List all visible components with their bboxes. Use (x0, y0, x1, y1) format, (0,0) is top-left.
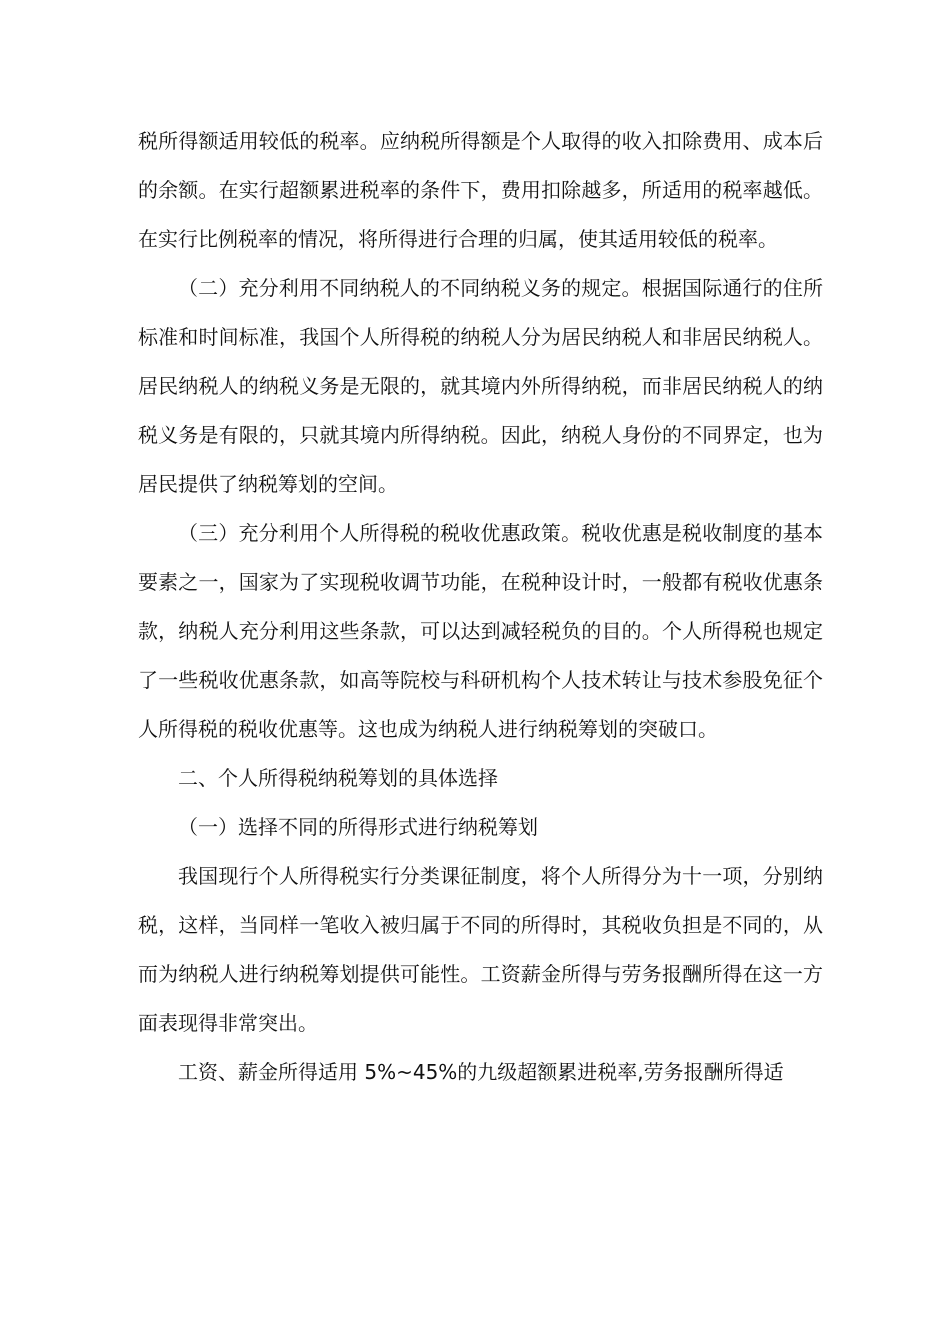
paragraph-classified-levy: 我国现行个人所得税实行分类课征制度，将个人所得分为十一项，分别纳税，这样，当同样一笔收入被归属于不同的所得时，其税收负担是不同的，从而为纳税人进行纳税筹划提供可能性。工资薪金所得与劳务报酬所得在这一方面表现得非常突出。 (138, 864, 823, 1035)
paragraph-tax-rate-continuation: 税所得额适用较低的税率。应纳税所得额是个人取得的收入扣除费用、成本后的余额。在实行超额累进税率的条件下，费用扣除越多，所适用的税率越低。在实行比例税率的情况，将所得进行合理的归属，使其适用较低的税率。 (138, 129, 823, 251)
paragraph-wage-rates: 工资、薪金所得适用 5%~45%的九级超额累进税率,劳务报酬所得适 (178, 1060, 784, 1084)
document-body (138, 117, 823, 1097)
subsection-heading-income-forms: （一）选择不同的所得形式进行纳税筹划 (178, 815, 538, 839)
paragraph-taxpayer-obligations: （二）充分利用不同纳税人的不同纳税义务的规定。根据国际通行的住所标准和时间标准，我国个人所得税的纳税人分为居民纳税人和非居民纳税人。居民纳税人的纳税义务是无限的，就其境内外所得纳税，而非居民纳税人的纳税义务是有限的，只就其境内所得纳税。因此，纳税人身份的不同界定，也为居民提供了纳税筹划的空间。 (138, 276, 823, 496)
section-heading-specific-choices: 二、个人所得税纳税筹划的具体选择 (178, 766, 498, 790)
paragraph-tax-incentives: （三）充分利用个人所得税的税收优惠政策。税收优惠是税收制度的基本要素之一，国家为了实现税收调节功能，在税种设计时，一般都有税收优惠条款，纳税人充分利用这些条款，可以达到减轻税负的目的。个人所得税也规定了一些税收优惠条款，如高等院校与科研机构个人技术转让与技术参股免征个人所得税的税收优惠等。这也成为纳税人进行纳税筹划的突破口。 (138, 521, 823, 741)
